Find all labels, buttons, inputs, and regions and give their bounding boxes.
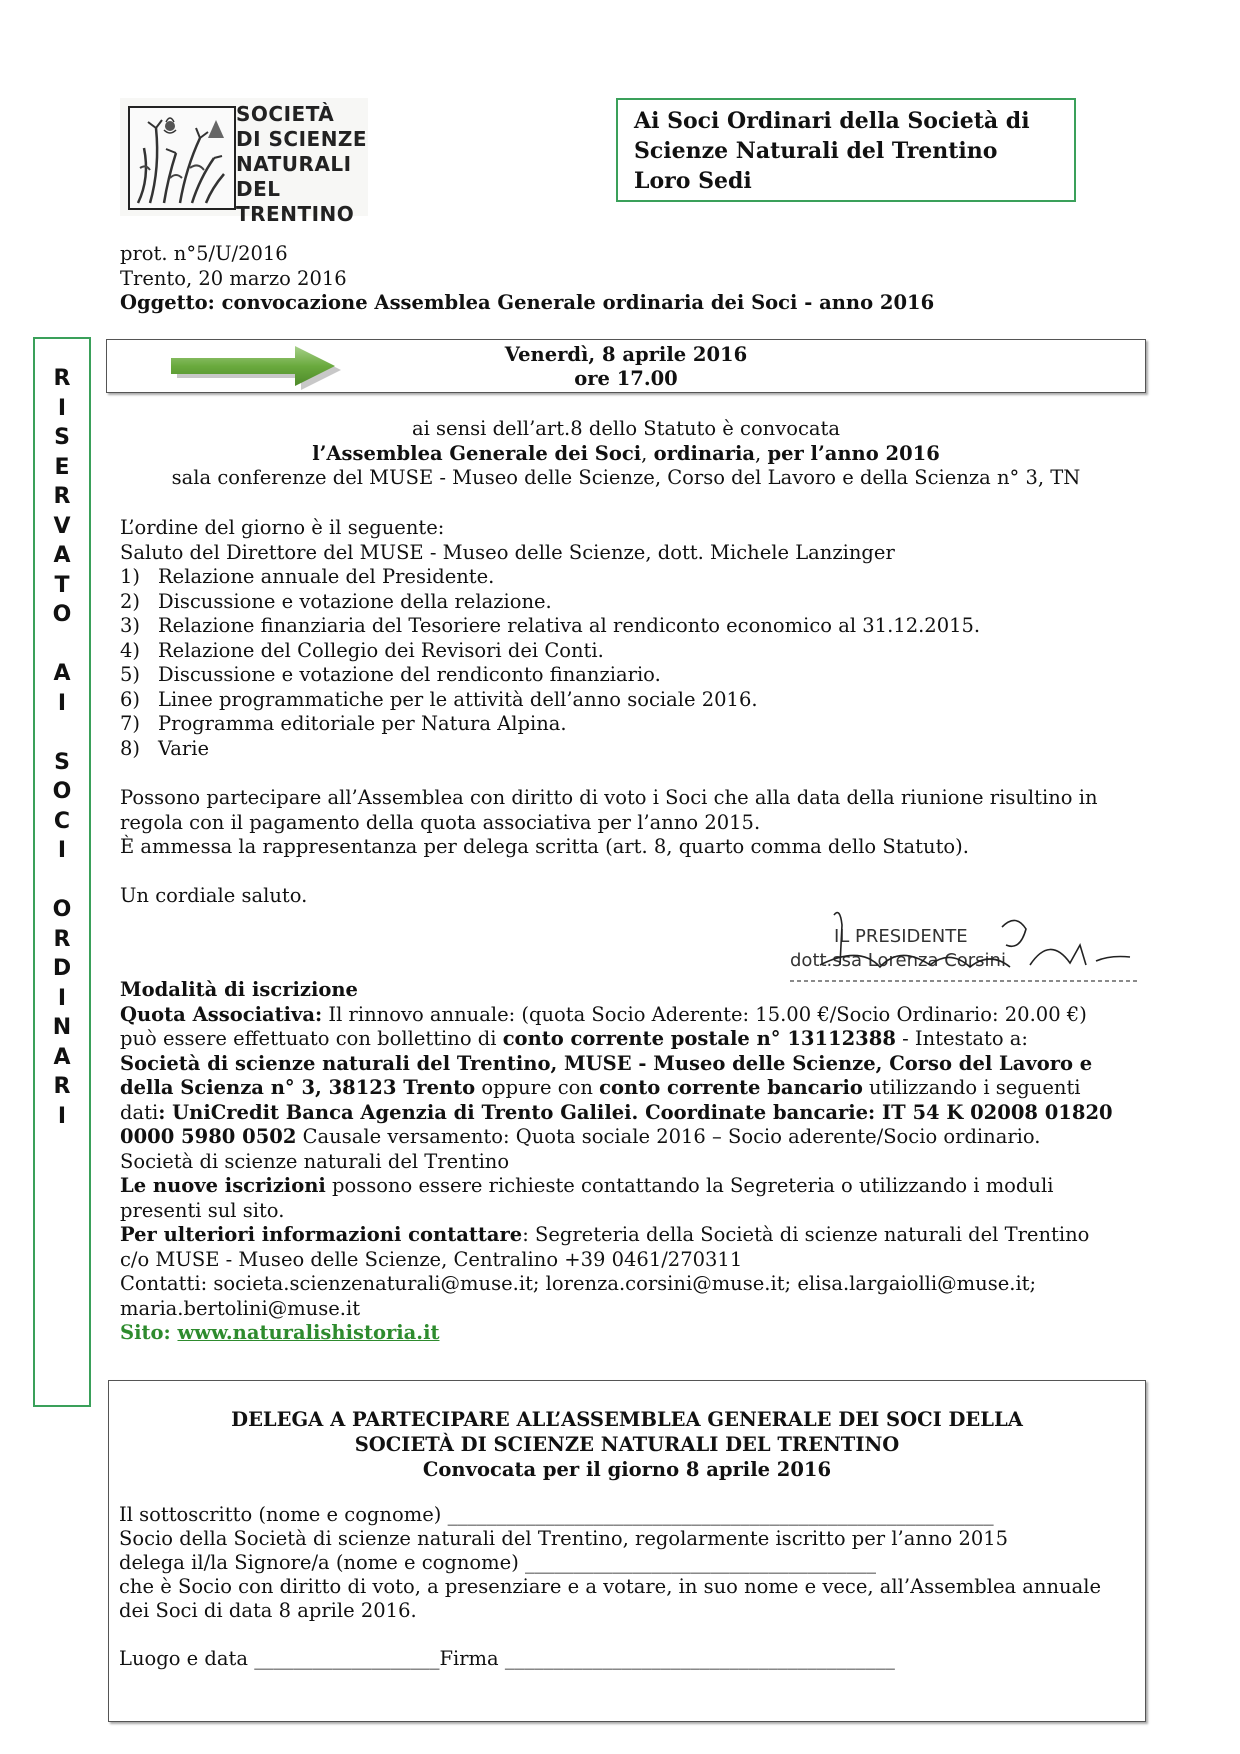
- agenda-item: [120, 688, 980, 713]
- sidebar-letter: A: [53, 543, 71, 568]
- recipient-address-box: [616, 98, 1076, 202]
- place-date: Trento, 20 marzo 2016: [120, 266, 347, 290]
- address-line: Ai Soci Ordinari della Società di: [634, 108, 1030, 134]
- agenda-item-text: Relazione finanziaria del Tesoriere relativa al rendiconto economico al 31.12.2015.: [158, 614, 981, 637]
- agenda-item: [120, 639, 980, 664]
- membership-line: della Scienza n° 3, 38123 Trento oppure con conto corrente bancario utilizzando i seguenti: [120, 1076, 1081, 1099]
- agenda-item-text: Relazione annuale del Presidente.: [158, 565, 495, 588]
- agenda-item-text: Varie: [158, 736, 210, 760]
- proxy-title: SOCIETÀ DI SCIENZE NATURALI DEL TRENTINO: [354, 1433, 900, 1456]
- membership-line: Società di scienze naturali del Trentino: [120, 1149, 510, 1173]
- agenda-item-text: Discussione e votazione della relazione.: [158, 589, 552, 613]
- name-blank-field[interactable]: ________________________________________________________: [447, 1503, 994, 1526]
- sidebar-letter: N: [52, 1015, 72, 1040]
- membership-line: Quota Associativa: Il rinnovo annuale: (quota Socio Aderente: 15.00 €/Socio Ordinario: 20.00 €): [120, 1002, 1087, 1026]
- agenda-item-number: 3): [120, 614, 141, 637]
- meeting-date-box: [106, 339, 1146, 393]
- sidebar-letter: I: [57, 1103, 67, 1129]
- agenda-item-number: 5): [120, 663, 141, 686]
- contacts-line: Contatti: societa.scienzenaturali@muse.it; lorenza.corsini@muse.it; elisa.largaiolli@muse.it;: [120, 1272, 1037, 1295]
- sidebar-letter: D: [52, 956, 72, 981]
- agenda-item: [120, 565, 980, 590]
- letter-header: [120, 242, 934, 316]
- agenda-item: [120, 614, 980, 639]
- proxy-form-box: [108, 1380, 1146, 1722]
- sidebar-letter: T: [54, 572, 70, 598]
- society-logo: [120, 98, 368, 226]
- sidebar-letter: E: [54, 454, 70, 480]
- convocation-statement: [106, 417, 1146, 491]
- agenda-item-number: 1): [120, 565, 141, 588]
- logo-text-line: SOCIETÀ: [236, 102, 335, 126]
- closing-greeting: Un cordiale saluto.: [120, 884, 308, 907]
- agenda-item-number: 8): [120, 736, 141, 760]
- plant-illustration-icon: [128, 106, 236, 210]
- membership-line: Per ulteriori informazioni contattare: Segreteria della Società di scienze naturali del Trentino: [120, 1223, 1090, 1246]
- signature-blank-field[interactable]: ________________________________________: [504, 1647, 895, 1670]
- agenda-item: [120, 712, 980, 737]
- proxy-line: delega il/la Signore/a (nome e cognome) ____________________________________: [119, 1551, 876, 1574]
- agenda-item-text: Discussione e votazione del rendiconto finanziario.: [158, 663, 661, 686]
- sidebar-letter: I: [57, 690, 67, 716]
- agenda-item-number: 7): [120, 712, 141, 735]
- website-link[interactable]: www.naturalishistoria.it: [177, 1321, 440, 1344]
- membership-line: c/o MUSE - Museo delle Scienze, Centralino +39 0461/270311: [120, 1247, 743, 1271]
- agenda-item: [120, 737, 980, 762]
- proxy-subtitle: Convocata per il giorno 8 aprile 2016: [422, 1458, 832, 1481]
- meeting-location: sala conferenze del MUSE - Museo delle Scienze, Corso del Lavoro e della Scienza n° 3, TN: [171, 466, 1081, 489]
- proxy-title: DELEGA A PARTECIPARE ALL’ASSEMBLEA GENERALE DEI SOCI DELLA: [231, 1408, 1023, 1431]
- address-line: Loro Sedi: [634, 168, 752, 194]
- sidebar-letter: R: [53, 1074, 71, 1099]
- sidebar-letter: I: [57, 838, 67, 863]
- proxy-line: dei Soci di data 8 aprile 2016.: [119, 1599, 417, 1622]
- agenda-item: [120, 663, 980, 688]
- paragraph-line: Possono partecipare all’Assemblea con diritto di voto i Soci che alla data della riunione risultino in: [120, 786, 1098, 809]
- sidebar-letter: O: [52, 602, 72, 627]
- paragraph-line: regola con il pagamento della quota associativa per l’anno 2015.: [120, 810, 761, 834]
- subject-line: Oggetto: convocazione Assemblea Generale ordinaria dei Soci - anno 2016: [120, 291, 935, 314]
- protocol-number: prot. n°5/U/2016: [120, 242, 288, 265]
- website-line: Sito: www.naturalishistoria.it: [120, 1321, 440, 1344]
- sidebar-letter: A: [53, 1044, 71, 1070]
- agenda-item-text: Linee programmatiche per le attività dell’anno sociale 2016.: [158, 687, 758, 711]
- agenda-item-text: Relazione del Collegio dei Revisori dei Conti.: [158, 638, 604, 662]
- address-line: Scienze Naturali del Trentino: [634, 138, 998, 164]
- logo-text-line: DEL TRENTINO: [236, 177, 355, 226]
- sidebar-letter: R: [53, 926, 71, 952]
- sidebar-letter: S: [54, 749, 70, 775]
- signature-role: IL PRESIDENTE: [834, 926, 968, 947]
- sidebar-letter: I: [57, 395, 67, 421]
- sidebar-letter: O: [52, 779, 72, 804]
- agenda-item: [120, 590, 980, 615]
- agenda-item-number: 4): [120, 638, 141, 662]
- agenda-greeting: Saluto del Direttore del MUSE - Museo delle Scienze, dott. Michele Lanzinger: [120, 540, 895, 564]
- membership-line: Società di scienze naturali del Trentino, MUSE - Museo delle Scienze, Corso del Lavoro e: [120, 1051, 1093, 1075]
- sidebar-letter: A: [53, 661, 71, 686]
- participation-paragraph: [120, 786, 1098, 909]
- membership-line: può essere effettuato con bollettino di conto corrente postale n° 13112388 - Intestato a:: [120, 1027, 1028, 1050]
- place-date-blank-field[interactable]: ___________________: [254, 1647, 440, 1670]
- sidebar-letter: R: [53, 366, 71, 391]
- convocation-line: ai sensi dell’art.8 dello Statuto è convocata: [411, 417, 841, 440]
- contacts-line: maria.bertolini@muse.it: [120, 1296, 361, 1320]
- convocation-line: l’Assemblea Generale dei Soci, ordinaria, per l’anno 2016: [312, 441, 940, 465]
- membership-section: [120, 978, 1113, 1346]
- meeting-day: Venerdì, 8 aprile 2016: [504, 343, 748, 366]
- logo-text-line: DI SCIENZE: [236, 127, 368, 151]
- sidebar-letter: I: [57, 985, 67, 1011]
- reserved-members-sidebar: [33, 337, 91, 1407]
- sidebar-letter: S: [54, 425, 70, 450]
- proxy-line: Il sottoscritto (nome e cognome) ________________________________________________________: [119, 1503, 994, 1526]
- membership-line: Le nuove iscrizioni possono essere richieste contattando la Segreteria o utilizzando i moduli: [120, 1174, 1054, 1197]
- agenda-item-number: 2): [120, 589, 141, 613]
- sidebar-letter: R: [53, 484, 71, 509]
- proxy-line: Luogo e data ___________________Firma ________________________________________: [119, 1647, 895, 1670]
- sidebar-letter: V: [53, 513, 71, 539]
- agenda-item-number: 6): [120, 687, 141, 711]
- delegate-blank-field[interactable]: ____________________________________: [525, 1551, 876, 1574]
- paragraph-line: È ammessa la rappresentanza per delega scritta (art. 8, quarto comma dello Statuto).: [120, 835, 969, 858]
- membership-line: dati: UniCredit Banca Agenzia di Trento Galilei. Coordinate bancarie: IT 54 K 02008 01820: [120, 1100, 1113, 1124]
- membership-line: 0000 5980 0502 Causale versamento: Quota sociale 2016 – Socio aderente/Socio ordinario.: [120, 1125, 1041, 1148]
- membership-title: Modalità di iscrizione: [120, 978, 358, 1001]
- logo-text-line: NATURALI: [236, 152, 352, 176]
- membership-line: presenti sul sito.: [120, 1198, 285, 1222]
- sidebar-letter: O: [52, 897, 72, 922]
- meeting-time: ore 17.00: [574, 367, 678, 390]
- proxy-line: Socio della Società di scienze naturali del Trentino, regolarmente iscritto per l’anno 2015: [119, 1527, 1009, 1550]
- sidebar-letter: C: [53, 808, 71, 834]
- signature-name: dott.ssa Lorenza Corsini: [790, 950, 1006, 971]
- proxy-line: che è Socio con diritto di voto, a presenziare e a votare, in suo nome e vece, all’Assemblea annuale: [119, 1575, 1102, 1598]
- agenda-item-text: Programma editoriale per Natura Alpina.: [158, 712, 567, 735]
- agenda: [120, 516, 980, 761]
- agenda-intro: L’ordine del giorno è il seguente:: [120, 516, 445, 539]
